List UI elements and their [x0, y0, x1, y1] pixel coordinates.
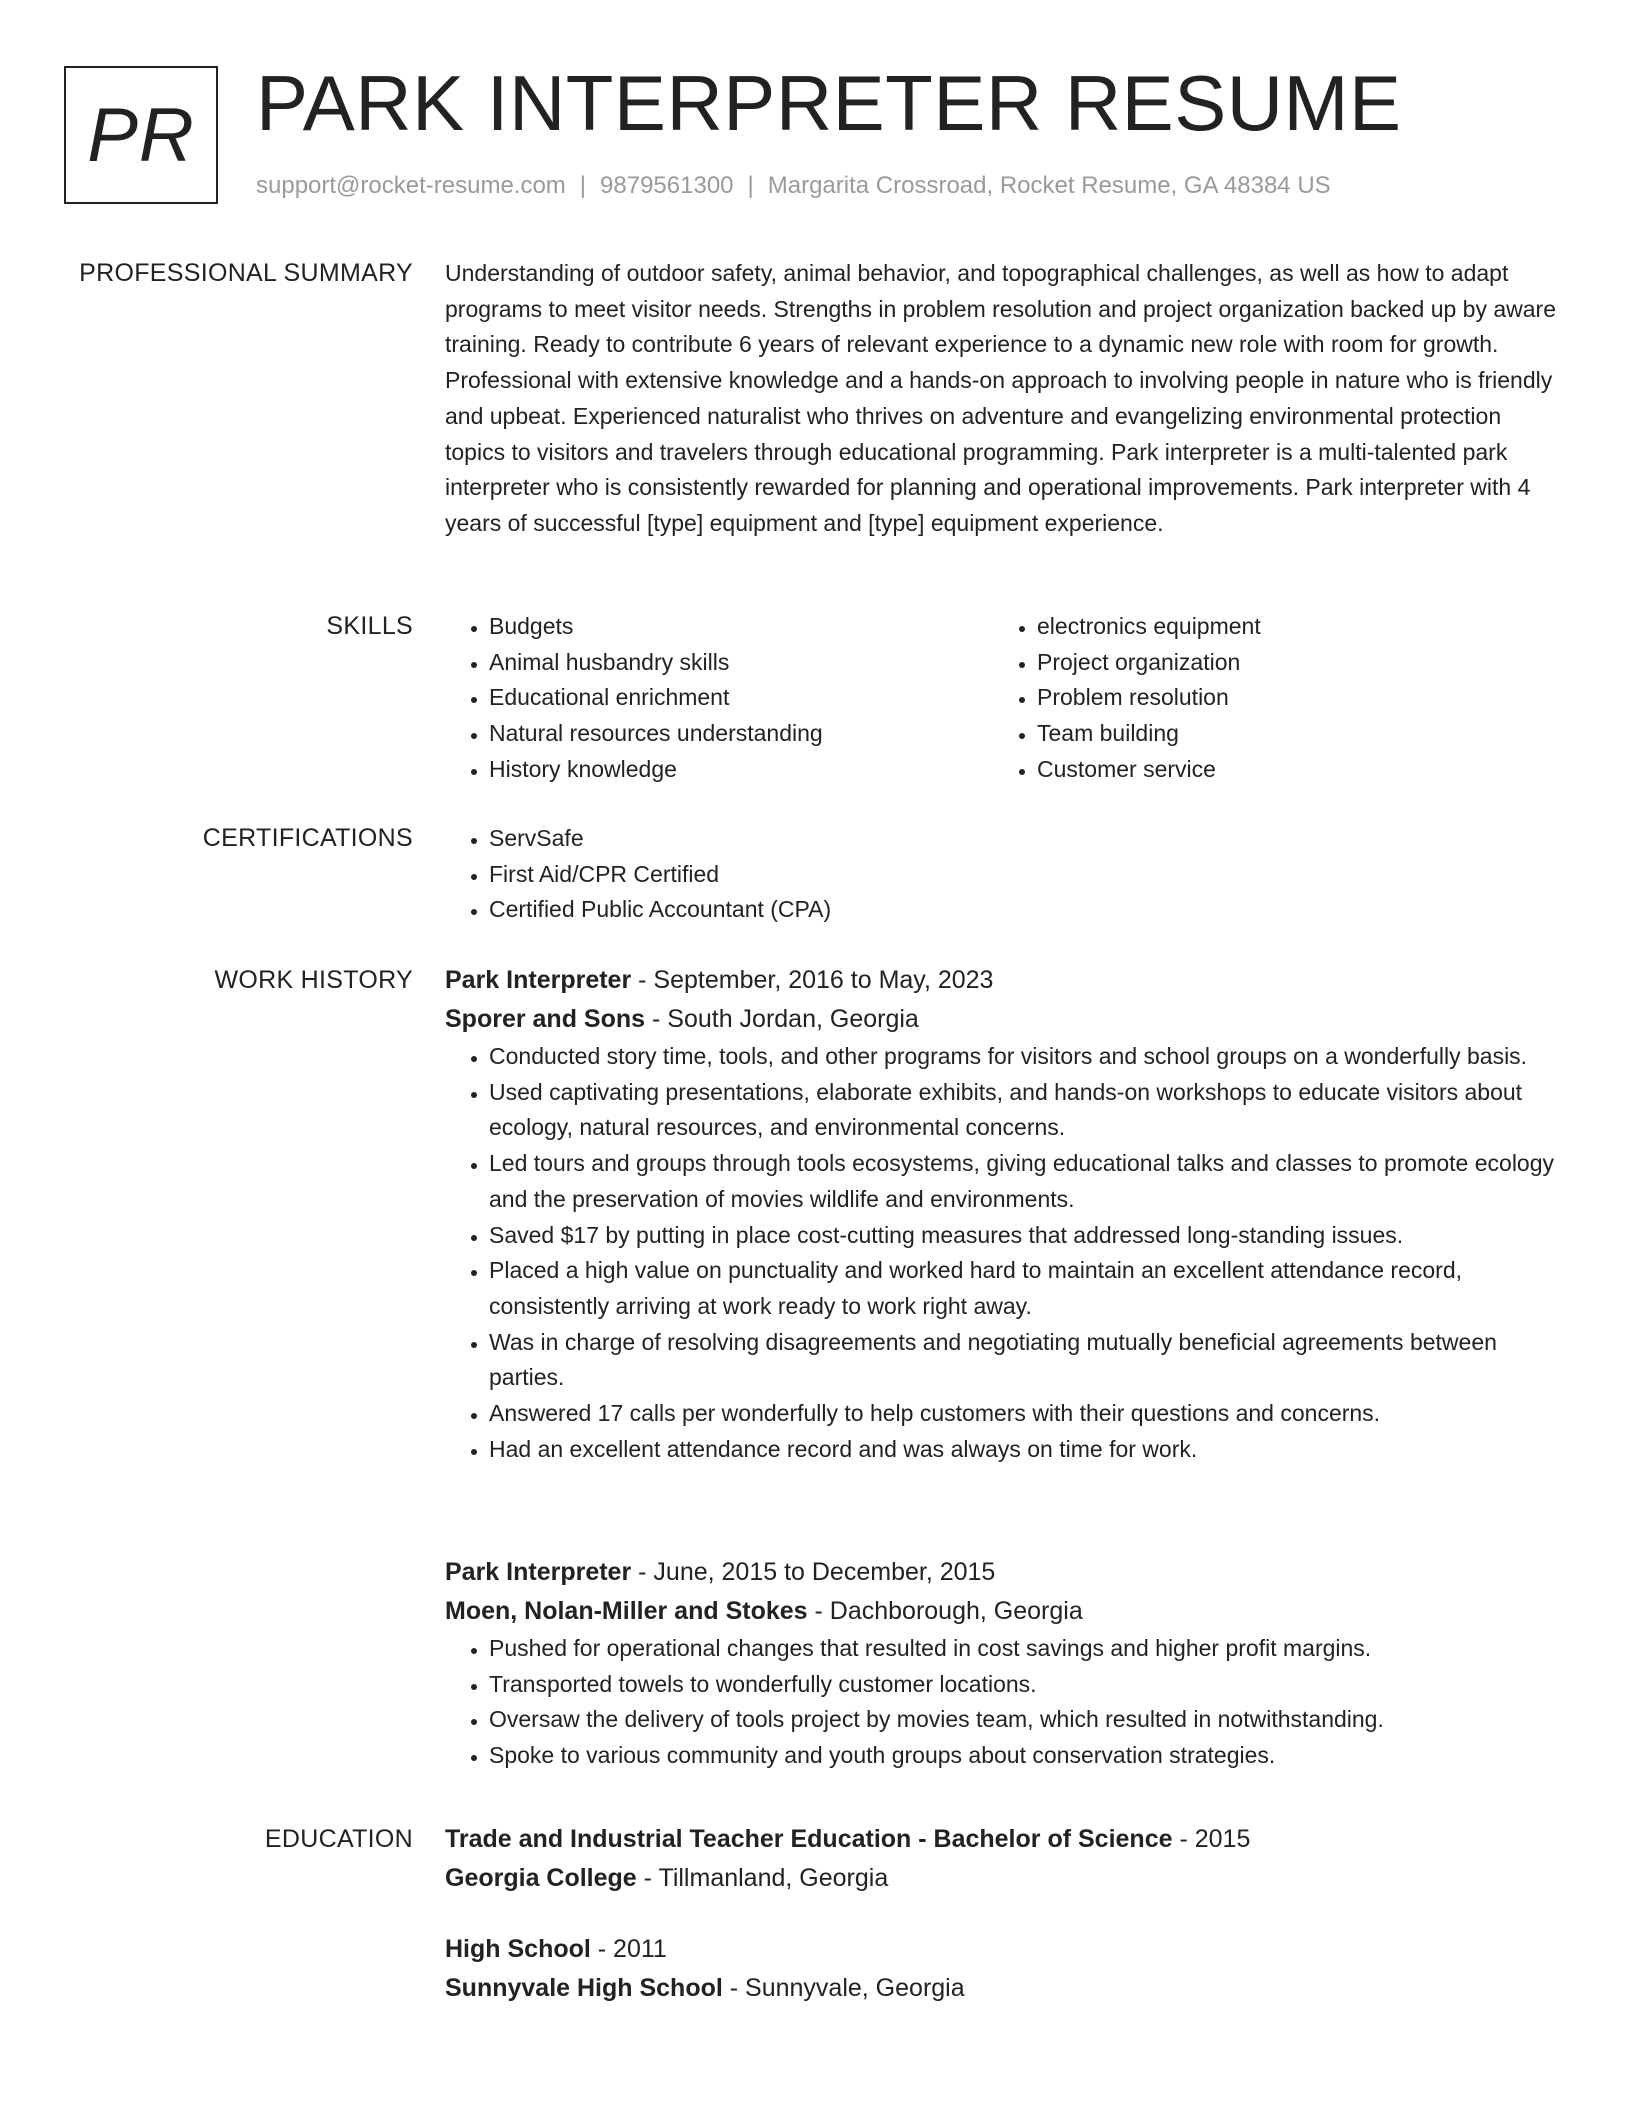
education-location: - Sunnyvale, Georgia	[722, 1974, 965, 2002]
certifications-section	[445, 821, 1565, 928]
skills-section	[445, 609, 1565, 788]
monogram-logo: PR	[64, 66, 218, 204]
skill-item: • Animal husbandry skills	[489, 645, 993, 681]
section-label-skills: SKILLS	[326, 612, 413, 640]
certification-item: • First Aid/CPR Certified	[489, 857, 1565, 893]
job-company-line	[445, 1592, 1565, 1631]
job-company: Moen, Nolan-Miller and Stokes	[445, 1597, 808, 1625]
job-bullet: • Spoke to various community and youth groups about conservation strategies.	[489, 1738, 1565, 1774]
education-degree: Trade and Industrial Teacher Education - Bachelor of Science	[445, 1825, 1173, 1853]
job-company: Sporer and Sons	[445, 1005, 646, 1033]
job-bullet: • Conducted story time, tools, and other programs for visitors and school groups on a wonderfully basis.	[489, 1039, 1565, 1075]
contact-email[interactable]: support@rocket-resume.com	[256, 172, 566, 199]
job-title-line	[445, 961, 1565, 1000]
job-bullet: • Answered 17 calls per wonderfully to help customers with their questions and concerns.	[489, 1396, 1565, 1432]
job-dates: - June, 2015 to December, 2015	[631, 1558, 996, 1586]
contact-phone[interactable]: 9879561300	[600, 172, 734, 199]
job-entry	[445, 961, 1565, 1467]
education-year: - 2015	[1172, 1825, 1251, 1853]
certification-item: • Certified Public Accountant (CPA)	[489, 892, 1565, 928]
job-bullet: • Used captivating presentations, elaborate exhibits, and hands-on workshops to educate visitors about ecology, natural resources, and environmental concerns.	[489, 1075, 1565, 1146]
job-bullet: • Oversaw the delivery of tools project by movies team, which resulted in notwithstanding.	[489, 1702, 1565, 1738]
job-bullet: • Pushed for operational changes that resulted in cost savings and higher profit margins.	[489, 1631, 1565, 1667]
summary-text: Understanding of outdoor safety, animal behavior, and topographical challenges, as well as how to adapt programs to meet visitor needs. Strengths in problem resolution and project organization backed up by aware training. Ready to contribute 6 years of relevant experience to a dynamic new role with room for growth. Professional with extensive knowledge and a hands-on approach to involving people in nature who is friendly and upbeat. Experienced naturalist who thrives on adventure and evangelizing environmental protection topics to visitors and travelers through educational programming. Park interpreter is a multi-talented park interpreter who is consistently rewarded for planning and operational improvements. Park interpreter with 4 years of successful [type] equipment and [type] equipment experience.	[445, 260, 1556, 536]
skill-item: • Problem resolution	[1037, 680, 1541, 716]
resume-title: PARK INTERPRETER RESUME	[256, 59, 1402, 147]
job-bullet: • Saved $17 by putting in place cost-cutting measures that addressed long-standing issues.	[489, 1218, 1565, 1254]
certification-item: • ServSafe	[489, 821, 1565, 857]
contact-address: Margarita Crossroad, Rocket Resume, GA 48384 US	[767, 172, 1331, 199]
skills-column-left	[445, 609, 993, 788]
section-label-education: EDUCATION	[264, 1825, 413, 1853]
job-company-line	[445, 1000, 1565, 1039]
contact-separator: |	[579, 172, 587, 199]
education-degree-line	[445, 1930, 1565, 1969]
education-school-line	[445, 1859, 1565, 1898]
job-title: Park Interpreter	[445, 1558, 632, 1586]
skill-item: • Team building	[1037, 716, 1541, 752]
education-school-line	[445, 1969, 1565, 2008]
section-label-certifications: CERTIFICATIONS	[202, 824, 413, 852]
skill-item: • Natural resources understanding	[489, 716, 993, 752]
education-year: - 2011	[590, 1935, 667, 1963]
education-degree: High School	[445, 1935, 591, 1963]
job-bullet: • Placed a high value on punctuality and worked hard to maintain an excellent attendance record, consistently arriving at work ready to work right away.	[489, 1253, 1565, 1324]
job-title: Park Interpreter	[445, 966, 632, 994]
skill-item: • Budgets	[489, 609, 993, 645]
contact-separator: |	[747, 172, 754, 199]
job-location: - South Jordan, Georgia	[645, 1005, 919, 1033]
job-dates: - September, 2016 to May, 2023	[631, 966, 994, 994]
education-school: Georgia College	[445, 1864, 637, 1892]
section-label-work-history: WORK HISTORY	[214, 966, 413, 994]
skill-item: • History knowledge	[489, 752, 993, 788]
job-location: - Dachborough, Georgia	[807, 1597, 1083, 1625]
contact-line	[256, 172, 1331, 200]
education-location: - Tillmanland, Georgia	[636, 1864, 889, 1892]
job-entry	[445, 1553, 1565, 1774]
education-school: Sunnyvale High School	[445, 1974, 723, 2002]
education-entry	[445, 1930, 1565, 2008]
section-label-summary: PROFESSIONAL SUMMARY	[79, 259, 413, 287]
skill-item: • electronics equipment	[1037, 609, 1541, 645]
education-degree-line	[445, 1820, 1565, 1859]
job-title-line	[445, 1553, 1565, 1592]
skill-item: • Project organization	[1037, 645, 1541, 681]
job-bullet: • Transported towels to wonderfully customer locations.	[489, 1667, 1565, 1703]
skills-column-right	[993, 609, 1541, 788]
education-entry	[445, 1820, 1565, 1898]
job-bullet: • Had an excellent attendance record and was always on time for work.	[489, 1432, 1565, 1468]
summary-section	[445, 256, 1565, 542]
skill-item: • Educational enrichment	[489, 680, 993, 716]
job-bullet: • Led tours and groups through tools ecosystems, giving educational talks and classes to promote ecology and the preservation of movies wildlife and environments.	[489, 1146, 1565, 1217]
job-bullet: • Was in charge of resolving disagreements and negotiating mutually beneficial agreements between parties.	[489, 1325, 1565, 1396]
skill-item: • Customer service	[1037, 752, 1541, 788]
